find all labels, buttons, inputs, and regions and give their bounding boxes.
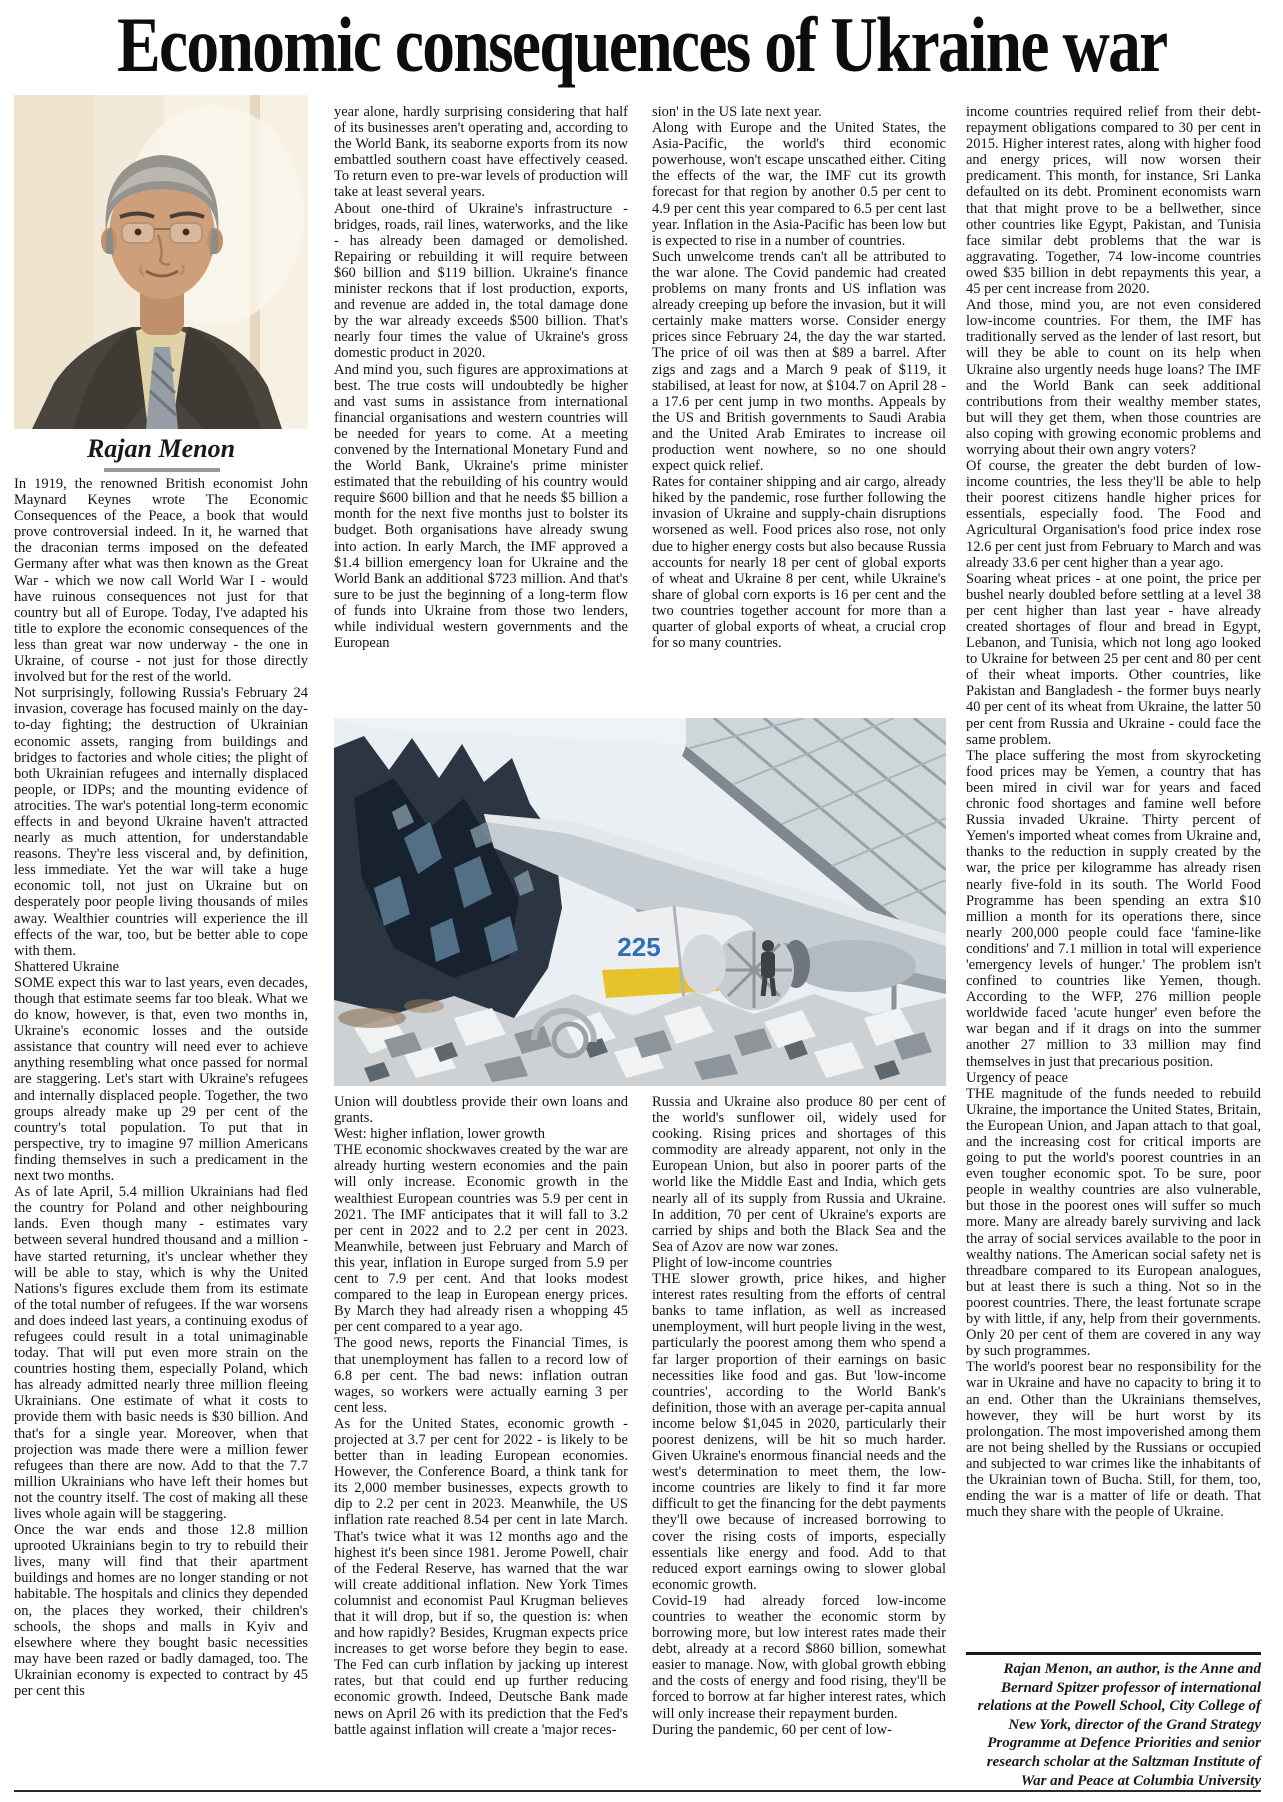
article-column-2-top [334, 104, 628, 712]
paragraph: Union will doubtless provide their own loans and grants. [334, 1094, 628, 1127]
article-column-4 [966, 104, 1261, 1648]
paragraph: sion' in the US late next year. [652, 104, 822, 120]
paragraph: Russia and Ukraine also produce 80 per cent of the world's sunflower oil, widely used for cooking. Rising prices and shortages of this commodity are already apparent, not only in the European Union, but also in poorer parts of the world like the Middle East and India, which gets nearly all of its supply from Russia and Ukraine. In addition, 70 per cent of Ukraine's exports are carried by ships and both the Black Sea and the Sea of Azov are now war zones. [652, 1094, 946, 1255]
paragraph: As of late April, 5.4 million Ukrainians had fled the country for Poland and other neighbouring lands. Even though many - estimates vary between several hundred thousand and a million - have started returning, it's unclear whether they will be able to stay, which is why the United Nations's figures exclude them from its estimate of the total number of refugees. If the war worsens and does indeed last years, a continuing exodus of refugees could result in a total unimaginable today. That will put even more strain on the countries hosting them, especially Poland, which has already admitted nearly three million fleeing Ukrainians. One estimate of what it costs to provide them with basic needs is $30 billion. And that's for a single year. Moreover, when that projection was made there were a million fewer refugees than there are now. Add to that the 7.7 million Ukrainians who have left their homes but not the country itself. The cost of making all these lives whole again will be staggering. [14, 1184, 308, 1522]
paragraph: And mind you, such figures are approximations at best. The true costs will undoubtedly be higher and vast sums in assistance from international financial organisations and western countries will be needed for years to come. At a meeting convened by the International Monetary Fund and the World Bank, Ukraine's prime minister estimated that the rebuilding of his country would require $600 billion and that he needs $5 billion a month for the next five months just to bolster its budget. Both organisations have already swung into action. In early March, the IMF approved a $1.4 billion emergency loan for Ukraine and the World Bank an additional $723 million. And that's sure to be just the beginning of a long-term flow of funds into Ukraine from those two lenders, while individual western governments and the European [334, 361, 628, 652]
paragraph: In 1919, the renowned British economist John Maynard Keynes wrote The Economic Consequences of the Peace, a book that would prove controversial indeed. In it, he warned that the draconian terms imposed on the defeated Germany after what was then known as the Great War - which we now call World War I - would have ruinous consequences not just for that country but all of Europe. Today, I've adapted his title to explore the economic consequences of the less than great war now underway - the one in Ukraine, of course - not just for those directly involved but for the rest of the world. [14, 476, 308, 686]
article-column-2-bottom [334, 1094, 628, 1786]
paragraph: About one-third of Ukraine's infrastructure - bridges, roads, rail lines, waterworks, and the like - has already been damaged or demolished. Repairing or rebuilding it will require between $60 billion and $119 billion. Ukraine's finance minister reckons that if lost production, exports, and revenue are added in, the total damage done by the war already exceeds $500 billion. That's nearly four times the value of Ukraine's gross domestic product in 2020. [334, 200, 628, 362]
paragraph: Soaring wheat prices - at one point, the price per bushel nearly doubled before settling at a level 38 per cent higher than last year - have already created shortages of flour and bread in Egypt, Lebanon, and Tunisia, which not long ago looked to Ukraine for between 25 per cent and 80 per cent of their wheat imports. Other countries, like Pakistan and Bangladesh - the former buys nearly 40 per cent of its wheat from Ukraine, the latter 50 per cent from Russia and Ukraine - could face the same problem. [966, 570, 1261, 748]
paragraph: The place suffering the most from skyrocketing food prices may be Yemen, a country that has been mired in civil war for years and faced chronic food shortages and famine well before Russia invaded Ukraine. Thirty percent of Yemen's imported wheat comes from Ukraine and, thanks to the reduction in supply created by the war, the price per kilogramme has already risen nearly five-fold in its south. The World Food Programme has been spending an extra $10 million a month for its operations there, since nearly 200,000 people could face 'famine-like conditions' and 7.1 million in total will experience 'emergency levels of hunger.' The problem isn't confined to countries like Yemen, though. According to the WFP, 276 million people worldwide faced 'acute hunger' even before the war began and if it drags on into the summer another 27 million to 33 million may find themselves in just that precarious position. [966, 747, 1261, 1070]
paragraph: THE magnitude of the funds needed to rebuild Ukraine, the importance the United States, Britain, the European Union, and Japan attach to that goal, and the increasing cost for critical imports are going to put the world's poorest countries in an even tougher economic spot. To be sure, poor people in wealthy countries are also vulnerable, but those in the poorest ones will suffer so much more. Many are already barely surviving and lack the array of social services available to the poor in wealthy nations. The American social safety net is threadbare compared to its European analogues, but at least there is such a thing. Not so in the poorest countries. There, the least fortunate scrape by with little, if any, help from their governments. Only 20 per cent of them are covered in any way by such programmes. [966, 1085, 1261, 1360]
paragraph: And those, mind you, are not even considered low-income countries. For them, the IMF has traditionally served as the lender of last resort, but will they be able to count on its help when Ukraine also urgently needs huge loans? The IMF and the World Bank can seek additional contributions from their wealthy member states, but will they get them, when those countries are also coping with growing economic problems and worrying about their own angry voters? [966, 297, 1261, 458]
paragraph: Urgency of peace [966, 1069, 1068, 1086]
byline: Rajan Menon [86, 434, 236, 463]
byline-rule [104, 468, 220, 472]
author-photo [14, 95, 308, 429]
paragraph: Of course, the greater the debt burden of low-income countries, the less they'll be able to help their poorest citizens handle higher prices for essentials, especially food. The Food and Agricultural Organisation's food price index rose 12.6 per cent just from February to March and was already 33.6 per cent higher than a year ago. [966, 458, 1261, 571]
paragraph: West: higher inflation, lower growth [334, 1126, 546, 1143]
bio-top-rule [966, 1652, 1261, 1655]
paragraph: THE economic shockwaves created by the war are already hurting western economies and the pain will only increase. Economic growth in the wealthiest European countries was 5.9 per cent in 2021. The IMF anticipates that it will fall to 3.2 per cent in 2022 and to 2.2 per cent in 2023. Meanwhile, between just February and March of this year, inflation in Europe surged from 5.9 per cent to 7.9 per cent. And that looks modest compared to the leap in European energy prices. By March they had already risen a whopping 45 per cent compared to a year ago. [334, 1142, 628, 1336]
paragraph: Shattered Ukraine [14, 958, 120, 975]
author-bio: Rajan Menon, an author, is the Anne and Bernard Spitzer professor of international relations at the Powell School, City College of New York, director of the Grand Strategy Programme at Defence Priorities and senior research scholar at the Saltzman Institute of War and Peace at Columbia University [977, 1661, 1261, 1789]
article-column-1 [14, 476, 308, 1786]
paragraph: Once the war ends and those 12.8 million uprooted Ukrainians begin to try to rebuild their lives, many will find that their apartment buildings and homes are no longer standing or not habitable. The hospitals and clinics they depended on, the places they worked, their children's schools, the shops and malls in Kyiv and elsewhere where they bought basic necessities may have been razed or badly damaged, too. The Ukrainian economy is expected to contract by 45 per cent this [14, 1522, 308, 1700]
article-column-3-bottom [652, 1094, 946, 1786]
paragraph: Not surprisingly, following Russia's February 24 invasion, coverage has focused mainly on the day-to-day fighting; the destruction of Ukrainian economic assets, ranging from buildings and bridges to factories and whole cities; the plight of both Ukrainian refugees and internally displaced people, or IDPs; and the mounting evidence of atrocities. The war's potential long-term economic effects in and beyond Ukraine haven't attracted nearly as much attention, for understandable reasons. They're less visceral and, by definition, less immediate. Yet the war will take a huge economic toll, not just on Ukraine but on desperately poor people living thousands of miles away. Wealthier countries will experience the ill effects of the war, too, but be better able to cope with them. [14, 685, 308, 959]
fuselage-number: 225 [617, 932, 661, 962]
paragraph: During the pandemic, 60 per cent of low- [652, 1721, 892, 1738]
paragraph: Plight of low-income countries [652, 1254, 833, 1271]
paragraph: Such unwelcome trends can't all be attributed to the war alone. The Covid pandemic had created problems on many fronts and US inflation was already creeping up before the invasion, but it will certainly make matters worse. Consider energy prices since February 24, the day the war started. The price of oil was then at $89 a barrel. After zigs and zags and a March 9 peak of $119, it stabilised, at least for now, at $104.7 on April 28 - a 17.6 per cent jump in two months. Appeals by the US and British governments to Saudi Arabia and the United Arab Emirates to increase oil production went nowhere, so no one should expect quick relief. [652, 248, 946, 475]
paragraph: The good news, reports the Financial Times, is that unemployment has fallen to a record low of 6.8 per cent. The bad news: inflation outran wages, so workers were actually earning 3 per cent less. [334, 1335, 628, 1416]
paragraph: Along with Europe and the United States, the Asia-Pacific, the world's third economic powerhouse, won't escape unscathed either. Citing the effects of the war, the IMF cut its growth forecast for that region by another 0.5 per cent to 4.9 per cent this year compared to 6.5 per cent last year. Inflation in the Asia-Pacific has been low but is expected to rise in a number of countries. [652, 120, 946, 249]
masthead [0, 2, 1283, 90]
page-title: Economic consequences of Ukraine war [116, 1, 1167, 88]
main-photo-destroyed-aircraft [334, 718, 946, 1086]
paragraph: year alone, hardly surprising considering that half of its businesses aren't operating and, according to the World Bank, its seaborne exports from its now embattled southern coast have effectively ceased. To return even to pre-war levels of production will take at least several years. [334, 104, 628, 201]
paragraph: income countries required relief from their debt-repayment obligations compared to 30 per cent in 2015. Higher interest rates, along with higher food and energy prices, will now worsen their predicament. This month, for instance, Sri Lanka defaulted on its debt. Prominent economists warn that that might prove to be a bellwether, since other countries like Egypt, Pakistan, and Tunisia face similar debt problems that the war is aggravating. Together, 74 low-income countries owed $35 billion in debt repayments this year, a 45 per cent increase from 2020. [966, 104, 1261, 298]
paragraph: As for the United States, economic growth - projected at 3.7 per cent for 2022 - is likely to be better than in leading European economies. However, the Conference Board, a think tank for its 2,000 member businesses, expects growth to dip to 2.2 per cent in 2023. Meanwhile, the US inflation rate reached 8.54 per cent in late March. That's twice what it was 12 months ago and the highest it's been since 1981. Jerome Powell, chair of the Federal Reserve, has warned that the war will create additional inflation. New York Times columnist and economist Paul Krugman believes that it will drop, but if so, the question is: when and how rapidly? Besides, Krugman expects price increases to get worse before they begin to ease. The Fed can curb inflation by jacking up interest rates, but that could end up further reducing economic growth. Indeed, Deutsche Bank made news on April 26 with its prediction that the Fed's battle against inflation will create a 'major reces- [334, 1415, 628, 1738]
article-column-3-top [652, 104, 946, 712]
paragraph: THE slower growth, price hikes, and higher interest rates resulting from the efforts of central banks to tame inflation, as well as increased unemployment, will hurt people living in the west, particularly the poorest among them who spend a far larger proportion of their earnings on basic necessities like food and gas. But 'low-income countries', according to the World Bank's definition, those with an average per-capita annual income below $1,045 in 2020, particularly their poorest denizens, will be hit so much harder. Given Ukraine's enormous financial needs and the west's determination to meet them, the low-income countries are likely to find it far more difficult to get the financing for the debt payments they'll owe because of increased borrowing to cover the rising costs of imports, especially essentials like energy and food. Add to that reduced export earnings owing to slower global economic growth. [652, 1271, 946, 1593]
paragraph: The world's poorest bear no responsibility for the war in Ukraine and have no capacity to bring it to an end. Other than the Ukrainians themselves, however, they will be hurt worst by its prolongation. The most impoverished among them are not being shelled by the Russians or occupied and subjected to war crimes like the inhabitants of the Ukrainian town of Bucha. Still, for them, too, ending the war is a matter of life or death. That much they share with the people of Ukraine. [966, 1359, 1261, 1521]
page-bottom-rule [14, 1790, 1261, 1792]
paragraph: SOME expect this war to last years, even decades, though that estimate seems far too bleak. What we do know, however, is that, even two months in, Ukraine's economic losses and the outside assistance that country will need ever to achieve anything resembling what once passed for normal are staggering. Let's start with Ukraine's refugees and internally displaced people. Together, the two groups already make up 29 per cent of the country's total population. To put that in perspective, try to imagine 97 million Americans finding themselves in such a predicament in the next two months. [14, 974, 308, 1185]
paragraph: Rates for container shipping and air cargo, already hiked by the pandemic, rose further following the invasion of Ukraine and supply-chain disruptions worsened as well. Food prices also rose, not only due to higher energy costs but also because Russia accounts for nearly 18 per cent of global exports of wheat and Ukraine 8 per cent, while Ukraine's share of global corn exports is 16 per cent and the two countries together account for more than a quarter of global exports of wheat, a crucial crop for so many countries. [652, 474, 946, 652]
paragraph: Covid-19 had already forced low-income countries to weather the economic storm by borrowing more, but low interest rates made their debt, already at a record $860 billion, somewhat easier to manage. Now, with global growth ebbing and the costs of energy and food rising, they'll be forced to borrow at far higher interest rates, which will only increase their repayment burden. [652, 1592, 946, 1722]
